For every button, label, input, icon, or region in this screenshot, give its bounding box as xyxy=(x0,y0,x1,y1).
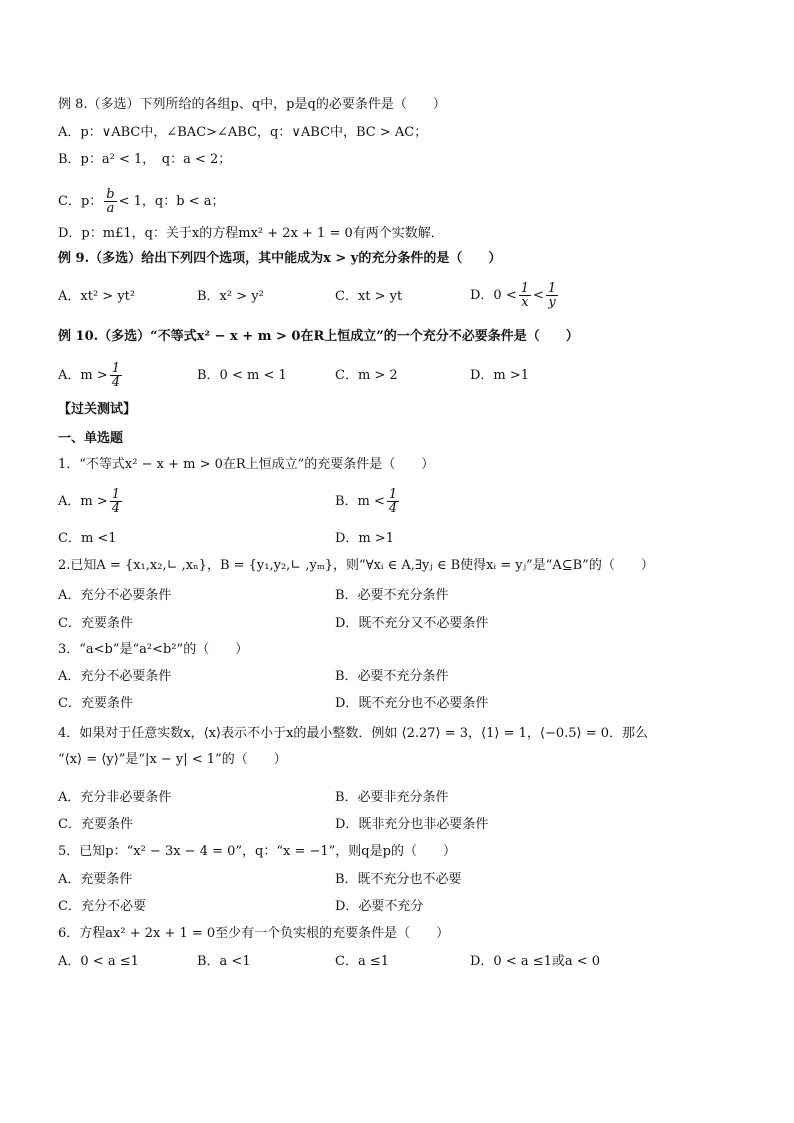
fraction xyxy=(519,282,531,309)
option-c-suffix: < 1，q：b < a； xyxy=(118,194,225,209)
example-9-stem: 例 9.（多选）给出下列四个选项，其中能成为x > y的充分条件的是（ ） xyxy=(58,251,502,266)
question-3-option-c: C．充要条件 xyxy=(58,696,133,711)
fraction xyxy=(387,488,399,515)
question-1-option-c: C．m <1 xyxy=(58,531,117,546)
question-4-option-a: A．充分非必要条件 xyxy=(58,790,172,805)
example-8-option-c xyxy=(58,188,224,215)
question-6-option-d: D．0 < a ≤1或a < 0 xyxy=(470,954,601,969)
question-2-stem: 2.已知A = {x₁,x₂,∟ ,xₙ}，B = {y₁,y₂,∟ ,yₘ}，则“∀xᵢ ∈ A,∃yⱼ ∈ B使得xᵢ = yⱼ”是“A⊆B”的（ ） xyxy=(58,558,654,573)
question-6-option-c: C．a ≤1 xyxy=(335,954,389,969)
example-10-option-b: B．0 < m < 1 xyxy=(197,368,287,383)
fraction xyxy=(104,188,116,215)
question-5-option-d: D．必要不充分 xyxy=(335,899,424,914)
option-d-middle: < xyxy=(533,288,544,303)
section-title: 【过关测试】 xyxy=(58,402,137,417)
option-b-prefix: B．m < xyxy=(335,494,385,509)
fraction-denominator: 4 xyxy=(111,501,121,516)
question-5-stem: 5．已知p：“x² − 3x − 4 = 0”，q：“x = −1”，则q是p的（ ） xyxy=(58,844,456,859)
question-5-option-a: A．充要条件 xyxy=(58,872,133,887)
fraction-denominator: x xyxy=(521,295,529,310)
question-1-option-d: D．m >1 xyxy=(335,531,395,546)
fraction xyxy=(546,282,558,309)
question-1-option-a xyxy=(58,488,124,515)
question-4-option-c: C．充要条件 xyxy=(58,817,133,832)
question-4-stem-line-1: 4．如果对于任意实数x，⟨x⟩表示不小于x的最小整数．例如 ⟨2.27⟩ = 3，⟨1⟩ = 1，⟨−0.5⟩ = 0．那么 xyxy=(58,726,649,741)
question-3-stem: 3．“a<b”是“a²<b²”的（ ） xyxy=(58,642,249,657)
example-8-option-a: A．p：∨ABC中，∠BAC>∠ABC，q：∨ABC中，BC > AC； xyxy=(58,125,428,140)
question-6-option-a: A．0 < a ≤1 xyxy=(58,954,139,969)
option-c-prefix: C．p： xyxy=(58,194,103,209)
example-10-option-d: D．m >1 xyxy=(470,368,530,383)
option-a-prefix: A．m > xyxy=(58,368,108,383)
question-6-option-b: B．a <1 xyxy=(197,954,251,969)
question-3-option-a: A．充分不必要条件 xyxy=(58,669,172,684)
example-9-option-a: A．xt² > yt² xyxy=(58,289,136,304)
fraction-numerator: 1 xyxy=(547,281,557,296)
example-9-option-d xyxy=(470,282,560,309)
example-10-option-a xyxy=(58,362,124,389)
fraction-numerator: b xyxy=(106,187,115,202)
question-2-option-a: A．充分不必要条件 xyxy=(58,588,172,603)
question-3-option-d: D．既不充分也不必要条件 xyxy=(335,696,489,711)
example-8-option-b: B．p：a² < 1， q：a < 2； xyxy=(58,152,232,167)
question-5-option-b: B．既不充分也不必要 xyxy=(335,872,462,887)
example-8-option-d: D．p：m£1，q：关于x的方程mx² + 2x + 1 = 0有两个实数解． xyxy=(58,226,444,241)
question-6-stem: 6．方程ax² + 2x + 1 = 0至少有一个负实根的充要条件是（ ） xyxy=(58,926,450,941)
fraction-numerator: 1 xyxy=(520,281,530,296)
subsection-title: 一、单选题 xyxy=(58,431,124,446)
example-10-stem: 例 10.（多选）“不等式x² − x + m > 0在R上恒成立”的一个充分不必要条件是（ ） xyxy=(58,329,579,344)
question-3-option-b: B．必要不充分条件 xyxy=(335,669,449,684)
question-2-option-c: C．充要条件 xyxy=(58,616,133,631)
fraction-numerator: 1 xyxy=(111,487,121,502)
question-1-stem: 1．“不等式x² − x + m > 0在R上恒成立”的充要条件是（ ） xyxy=(58,457,435,472)
fraction-denominator: 4 xyxy=(388,501,398,516)
fraction-denominator: 4 xyxy=(111,375,121,390)
example-9-option-b: B．x² > y² xyxy=(197,289,264,304)
option-d-prefix: D．0 < xyxy=(470,288,517,303)
example-10-option-c: C．m > 2 xyxy=(335,368,398,383)
question-2-option-b: B．必要不充分条件 xyxy=(335,588,449,603)
question-1-option-b xyxy=(335,488,401,515)
question-5-option-c: C．充分不必要 xyxy=(58,899,146,914)
fraction-numerator: 1 xyxy=(388,487,398,502)
example-9-option-c: C．xt > yt xyxy=(335,289,403,304)
fraction-denominator: y xyxy=(548,295,556,310)
example-8-stem: 例 8.（多选）下列所给的各组p、q中，p是q的必要条件是（ ） xyxy=(58,97,446,112)
question-4-option-b: B．必要非充分条件 xyxy=(335,790,449,805)
question-4-stem-line-2: “⟨x⟩ = ⟨y⟩”是“|x − y| < 1”的（ ） xyxy=(58,752,287,767)
option-a-prefix: A．m > xyxy=(58,494,108,509)
fraction-denominator: a xyxy=(106,201,115,216)
fraction xyxy=(110,362,122,389)
fraction xyxy=(110,488,122,515)
question-2-option-d: D．既不充分又不必要条件 xyxy=(335,616,489,631)
question-4-option-d: D．既非充分也非必要条件 xyxy=(335,817,489,832)
fraction-numerator: 1 xyxy=(111,361,121,376)
